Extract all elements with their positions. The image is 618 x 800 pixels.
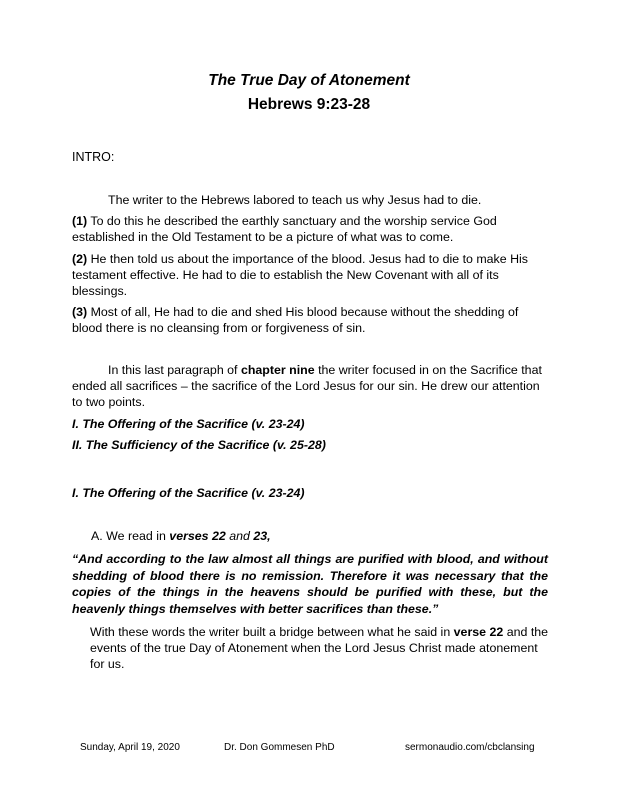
point-3 (72, 304, 550, 336)
document-subtitle: Hebrews 9:23-28 (247, 96, 371, 113)
point-3-text: Most of all, He had to die and shed His blood because without the shedding of blood there is no cleansing from or forgiveness of sin. (72, 305, 519, 335)
verse-ref-bridge: verse 22 (453, 625, 504, 639)
section-heading: I. The Offering of the Sacrifice (v. 23-24) (72, 486, 305, 500)
point-3-number: (3) (72, 305, 88, 319)
outline-item-1: I. The Offering of the Sacrifice (v. 23-24) (72, 417, 305, 431)
transition-text-1: In this last paragraph of (108, 363, 241, 377)
intro-label: INTRO: (72, 150, 115, 164)
transition-text-2: the writer focused in on the Sacrifice that ended all sacrifices – the sacrifice of the Lord Jesus for our sin. He drew our attention to two points. (72, 363, 542, 409)
chapter-reference: chapter nine (240, 363, 315, 377)
bridge-text-1: With these words the writer built a bridge between what he said in (90, 625, 454, 639)
point-2-number: (2) (72, 252, 88, 266)
verse-ref-22: verses 22 (169, 529, 226, 543)
point-2 (72, 251, 550, 299)
subpoint-a (91, 528, 569, 544)
bridge-paragraph (90, 624, 550, 672)
footer-site: sermonaudio.com/cbclansing (405, 742, 535, 753)
subpoint-a-and: and (225, 529, 254, 543)
outline-item-2: II. The Sufficiency of the Sacrifice (v. 25-28) (72, 438, 326, 452)
scripture-quote: “And according to the law almost all things are purified with blood, and without shedding of blood there is no remission. Therefore it was necessary that the copies of the things in the heavens should be purified with these, but the heavenly things themselves with better sacrifices than these.” (72, 552, 548, 616)
document-title: The True Day of Atonement (208, 72, 410, 89)
intro-paragraph: The writer to the Hebrews labored to teach us why Jesus had to die. (108, 193, 482, 207)
bridge-text-2: and the events of the true Day of Atonement when the Lord Jesus Christ made atonement for us. (90, 625, 549, 671)
transition-paragraph (72, 362, 550, 410)
point-1-number: (1) (72, 214, 88, 228)
footer-author: Dr. Don Gommesen PhD (224, 742, 335, 753)
verse-ref-23: 23, (253, 529, 271, 543)
point-1-text: To do this he described the earthly sanctuary and the worship service God established in the Old Testament to be a picture of what was to come. (72, 214, 497, 244)
point-1 (72, 213, 550, 245)
subpoint-a-text: A. We read in (91, 529, 170, 543)
footer-date: Sunday, April 19, 2020 (80, 742, 180, 753)
point-2-text: He then told us about the importance of the blood. Jesus had to die to make His testament effective. He had to die to establish the New Covenant with all of its blessings. (72, 252, 528, 298)
